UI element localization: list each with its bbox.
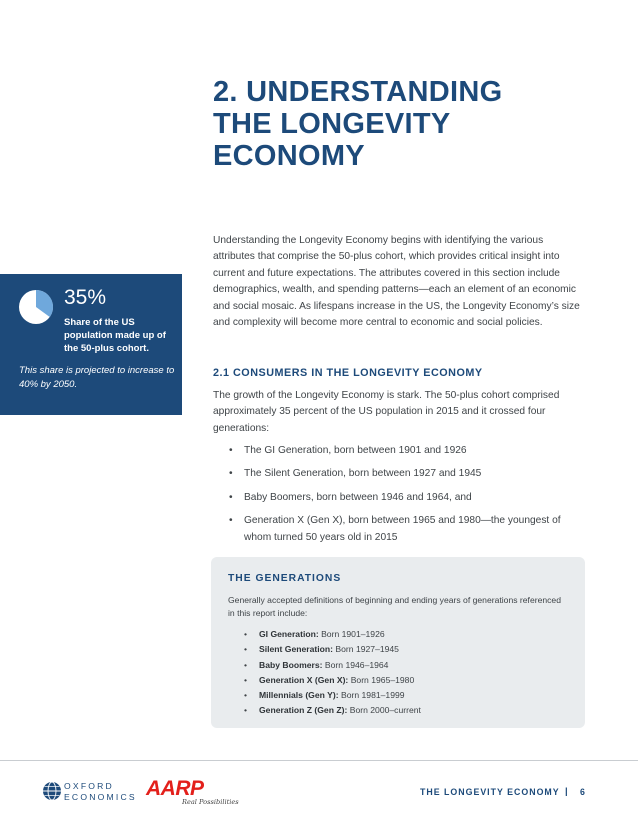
intro-paragraph: Understanding the Longevity Economy begins with identifying the various attributes that comprise the 50-plus cohort, which provides critical insight into current and future expectations. The attributes covered in this section include demographics, wealth, and spending patterns—each an element of an economic and social mosaic. As lifespans increase in the US, the Longevity Economy’s size and complexity will become more central to economic and social policies. <box>213 235 580 329</box>
generation-years: Born 1946–1964 <box>324 659 389 670</box>
oxford-logo-line-2: ECONOMICS <box>64 791 137 802</box>
list-item <box>244 627 421 642</box>
aarp-logo <box>146 777 239 806</box>
list-item <box>244 703 421 718</box>
pie-chart-icon <box>18 289 54 325</box>
list-item <box>244 673 421 688</box>
generation-years: Born 1981–1999 <box>340 690 405 701</box>
generation-years: Born 1901–1926 <box>321 629 385 639</box>
generations-bullet-list <box>229 443 579 553</box>
stat-value: 35% <box>64 286 107 309</box>
list-item <box>244 642 421 657</box>
generation-years: Born 1927–1945 <box>335 644 399 655</box>
list-item <box>244 658 421 673</box>
generation-name: Baby Boomers: <box>259 659 323 670</box>
footer-divider <box>0 760 638 761</box>
list-item <box>244 688 421 703</box>
list-item: • Generation X (Gen X), born between 1965 and 1980—the youngest of whom turned 50 years old in 2015 <box>229 513 579 546</box>
oxford-economics-logo <box>64 781 137 802</box>
title-line-1: 2. UNDERSTANDING <box>213 76 503 108</box>
title-line-2: THE LONGEVITY <box>213 108 451 140</box>
page-title <box>213 76 573 172</box>
generation-years: Born 1965–1980 <box>350 674 415 685</box>
globe-icon <box>42 781 62 801</box>
footer-separator: | <box>565 786 568 797</box>
generation-years: Born 2000–current <box>349 705 421 716</box>
list-item: • Baby Boomers, born between 1946 and 1964, and <box>229 490 579 506</box>
generation-name: Millennials (Gen Y): <box>259 690 339 701</box>
generation-name: Silent Generation: <box>259 644 334 655</box>
generations-box-description: Generally accepted definitions of beginning and ending years of generations referenced in this report include: <box>228 595 561 619</box>
page-number: 6 <box>580 787 585 797</box>
oxford-logo-line-1: OXFORD <box>64 781 114 791</box>
section-paragraph: The growth of the Longevity Economy is stark. The 50-plus cohort comprised approximately 35 percent of the US population in 2015 and it crossed four generations: <box>213 390 560 434</box>
aarp-wordmark: AARP <box>146 777 204 800</box>
footer-document-title: THE LONGEVITY ECONOMY <box>420 787 560 797</box>
generation-name: Generation Z (Gen Z): <box>259 705 348 716</box>
list-item: • The GI Generation, born between 1901 and 1926 <box>229 443 579 459</box>
generation-name: GI Generation: <box>259 629 319 639</box>
aarp-tagline: Real Possibilities <box>182 798 239 806</box>
generation-name: Generation X (Gen X): <box>259 674 349 685</box>
title-line-3: ECONOMY <box>213 140 365 172</box>
generations-box-title: THE GENERATIONS <box>228 573 342 584</box>
list-item: • The Silent Generation, born between 1927 and 1945 <box>229 466 579 482</box>
generation-definitions-list <box>244 627 421 719</box>
stat-label: Share of the US population made up of the 50-plus cohort. <box>64 317 166 354</box>
section-heading: 2.1 CONSUMERS IN THE LONGEVITY ECONOMY <box>213 367 483 379</box>
stat-note: This share is projected to increase to 40% by 2050. <box>19 365 175 390</box>
